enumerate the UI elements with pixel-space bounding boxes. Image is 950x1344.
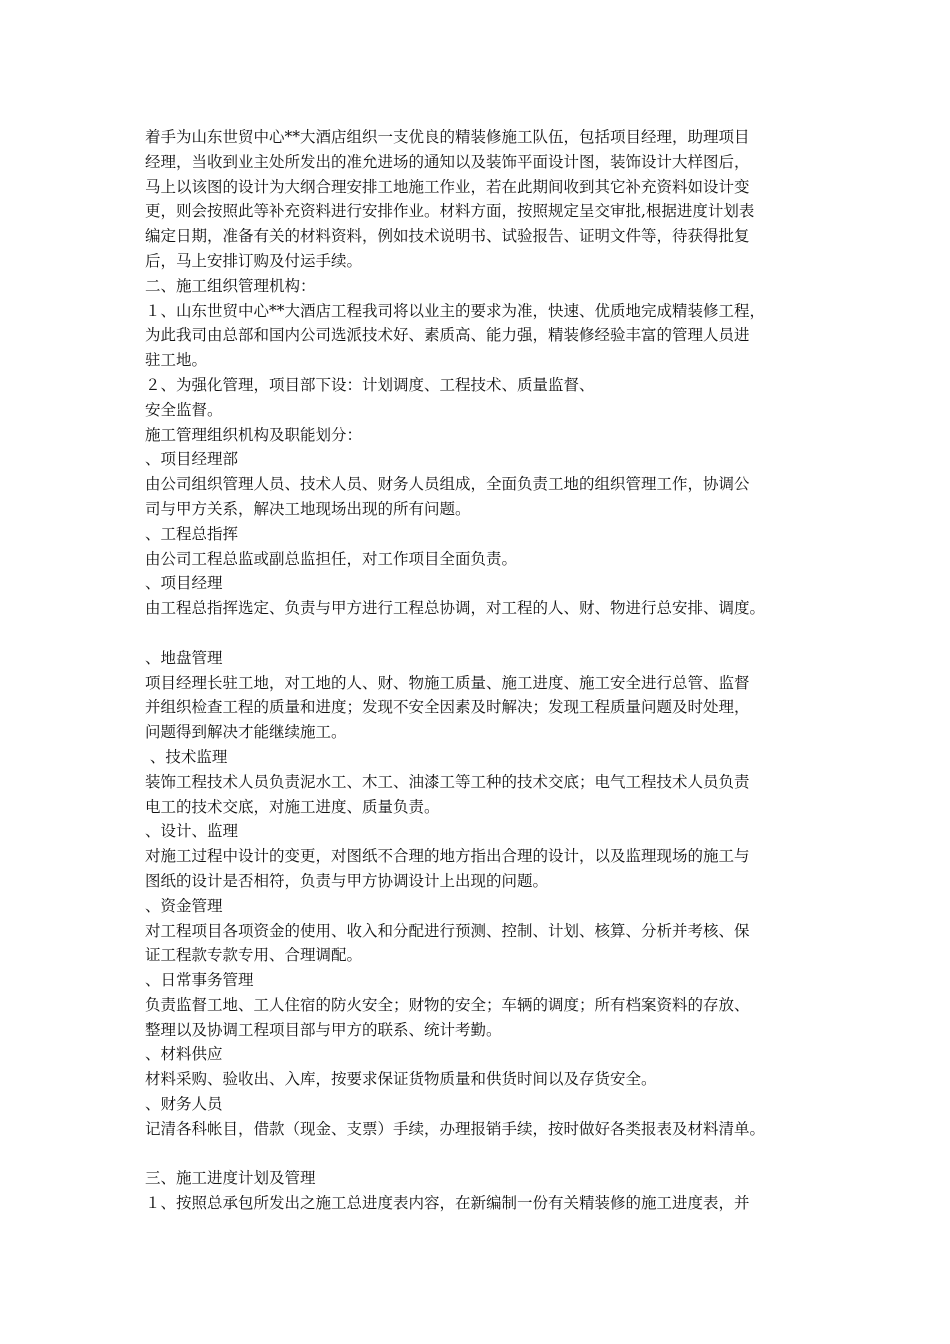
text-line: 驻工地。 bbox=[145, 351, 208, 370]
text-line: 、项目经理部 bbox=[145, 450, 239, 469]
text-line: 马上以该图的设计为大纲合理安排工地施工作业，若在此期间收到其它补充资料如设计变 bbox=[145, 177, 750, 196]
text-line: 、地盘管理 bbox=[145, 648, 223, 667]
text-line: 经理，当收到业主处所发出的准允进场的通知以及装饰平面设计图，装饰设计大样图后， bbox=[145, 152, 750, 171]
text-line: 、项目经理 bbox=[145, 574, 223, 593]
text-line: 负责监督工地、工人住宿的防火安全；财物的安全；车辆的调度；所有档案资料的存放、 bbox=[145, 995, 750, 1014]
text-line: 对施工过程中设计的变更，对图纸不合理的地方指出合理的设计，以及监理现场的施工与 bbox=[145, 847, 750, 866]
text-line: 问题得到解决才能继续施工。 bbox=[145, 723, 347, 742]
blank-line bbox=[145, 621, 825, 646]
text-line: 、材料供应 bbox=[145, 1045, 223, 1064]
text-line: 、资金管理 bbox=[145, 896, 223, 915]
text-line: 施工管理组织机构及职能划分： bbox=[145, 425, 363, 444]
text-line: 着手为山东世贸中心**大酒店组织一支优良的精装修施工队伍，包括项目经理，助理项目 bbox=[145, 128, 750, 146]
blank-line bbox=[145, 1142, 825, 1167]
text-line: 安全监督。 bbox=[145, 400, 223, 419]
text-line: 材料采购、验收出、入库，按要求保证货物质量和供货时间以及存货安全。 bbox=[145, 1070, 657, 1089]
text-line: 由公司工程总监或副总监担任，对工作项目全面负责。 bbox=[145, 549, 518, 568]
text-line: 、工程总指挥 bbox=[145, 524, 239, 543]
text-line: 证工程款专款专用、合理调配。 bbox=[145, 946, 363, 965]
document-body bbox=[145, 125, 825, 1216]
text-line: 、财务人员 bbox=[145, 1095, 223, 1114]
text-line: １、山东世贸中心**大酒店工程我司将以业主的要求为准，快速、优质地完成精装修工程， bbox=[145, 301, 766, 320]
text-line: 更，则会按照此等补充资料进行安排作业。材料方面，按照规定呈交审批,根据进度计划表 bbox=[145, 202, 755, 221]
text-line: 装饰工程技术人员负责泥水工、木工、油漆工等工种的技术交底；电气工程技术人员负责 bbox=[145, 772, 750, 791]
text-line: 图纸的设计是否相符，负责与甲方协调设计上出现的问题。 bbox=[145, 871, 549, 890]
text-line: 项目经理长驻工地，对工地的人、财、物施工质量、施工进度、施工安全进行总管、监督 bbox=[145, 673, 750, 692]
text-line: 后，马上安排订购及付运手续。 bbox=[145, 251, 363, 270]
text-line: 、日常事务管理 bbox=[145, 971, 254, 990]
text-line: 、设计、监理 bbox=[145, 822, 239, 841]
text-line: 编定日期，准备有关的材料资料，例如技术说明书、试验报告、证明文件等，待获得批复 bbox=[145, 227, 750, 246]
text-line: ２、为强化管理，项目部下设：计划调度、工程技术、质量监督、 bbox=[145, 375, 595, 394]
text-line: 由工程总指挥选定、负责与甲方进行工程总协调，对工程的人、财、物进行总安排、调度。 bbox=[145, 599, 766, 618]
text-line: １、按照总承包所发出之施工总进度表内容，在新编制一份有关精装修的施工进度表，并 bbox=[145, 1194, 750, 1213]
text-line: 整理以及协调工程项目部与甲方的联系、统计考勤。 bbox=[145, 1020, 502, 1039]
text-line: 三、施工进度计划及管理 bbox=[145, 1169, 316, 1188]
text-line: 并组织检查工程的质量和进度；发现不安全因素及时解决；发现工程质量问题及时处理， bbox=[145, 698, 750, 717]
text-line: 记清各科帐目，借款（现金、支票）手续，办理报销手续，按时做好各类报表及材料清单。 bbox=[145, 1119, 766, 1138]
text-line: 司与甲方关系，解决工地现场出现的所有问题。 bbox=[145, 499, 471, 518]
text-line: 由公司组织管理人员、技术人员、财务人员组成，全面负责工地的组织管理工作，协调公 bbox=[145, 475, 750, 494]
text-line: 为此我司由总部和国内公司选派技术好、素质高、能力强，精装修经验丰富的管理人员进 bbox=[145, 326, 750, 345]
text-line: 二、施工组织管理机构： bbox=[145, 276, 316, 295]
text-line: 、技术监理 bbox=[145, 747, 228, 766]
text-line: 电工的技术交底，对施工进度、质量负责。 bbox=[145, 797, 440, 816]
text-line: 对工程项目各项资金的使用、收入和分配进行预测、控制、计划、核算、分析并考核、保 bbox=[145, 921, 750, 940]
